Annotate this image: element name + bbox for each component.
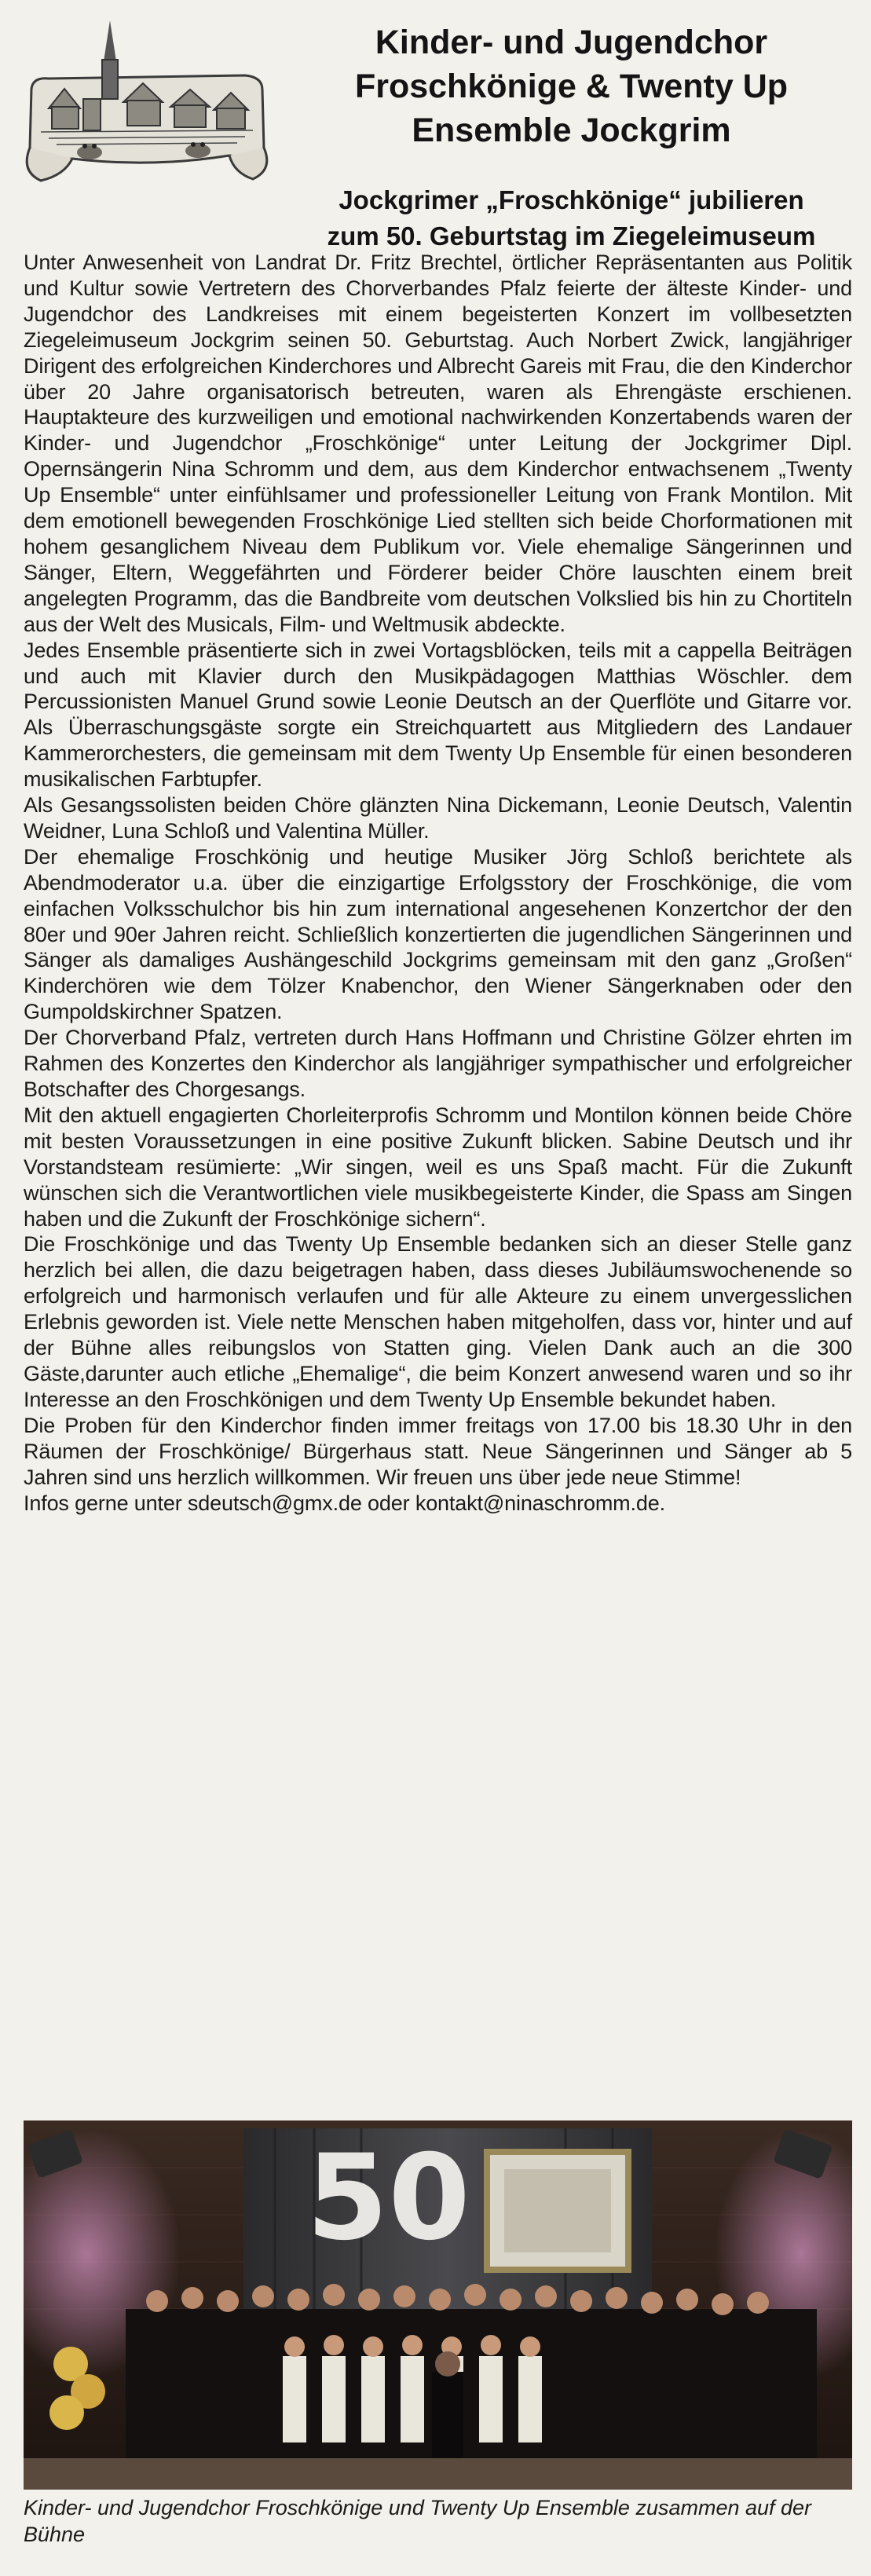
article-paragraph: Infos gerne unter sdeutsch@gmx.de oder kontakt@ninaschromm.de.	[24, 1491, 665, 1515]
subheadline-line: Jockgrimer „Froschkönige“ jubilieren	[339, 185, 804, 214]
article-paragraph: Der ehemalige Froschkönig und heutige Musiker Jörg Schloß berichtete als Abendmoderator u.a. über die einzigartige Erfolgsstory der Froschkönige, die vom einfachen Volksschulchor bis hin zum international angesehenen Konzertchor der den 80er und 90er Jahren reicht. Schließlich konzertierten die jugendlichen Sängerinnen und Sänger als damaliges Aushängeschild Jockgrims gemeinsam mit den ganz „Großen“ Kinderchören wie dem Tölzer Knabenchor, den Wiener Sängerknaben oder den Gumpoldskirchner Spatzen.	[24, 844, 852, 1024]
concert-photo	[24, 2120, 852, 2490]
banner-number: 50	[306, 2130, 470, 2267]
article-paragraph: Mit den aktuell engagierten Chorleiterprofis Schromm und Montilon können beide Chöre mit besten Voraussetzungen in eine positive Zukunft blicken. Sabine Deutsch und ihr Vorstandsteam resümierte: „Wir singen, weil es uns Spaß macht. Für die Zukunft wünschen sich die Verantwortlichen viele musikbegeisterte Kinder, die Spass am Singen haben und die Zukunft der Froschkönige sichern“.	[24, 1103, 852, 1231]
choir-stage-photo	[24, 2120, 852, 2490]
article-paragraph: Als Gesangssolisten beiden Chöre glänzten Nina Dickemann, Leonie Deutsch, Valentin Weidner, Luna Schloß und Valentina Müller.	[24, 793, 852, 843]
article-paragraph: Die Proben für den Kinderchor finden immer freitags von 17.00 bis 18.30 Uhr in den Räumen der Froschkönige/ Bürgerhaus statt. Neue Sängerinnen und Sänger ab 5 Jahren sind uns herzlich willkommen. Wir freuen uns über jede neue Stimme!	[24, 1413, 852, 1489]
headline-line: Froschkönige & Twenty Up	[354, 68, 789, 105]
headline-line: Ensemble Jockgrim	[412, 112, 731, 149]
subheadline-line: zum 50. Geburtstag im Ziegeleimuseum	[327, 221, 816, 251]
subheadline	[283, 182, 860, 254]
article-paragraph: Unter Anwesenheit von Landrat Dr. Fritz Brechtel, örtlicher Repräsentanten aus Politik und Kultur sowie Vertretern des Chorverbandes Pfalz feierte der älteste Kinder- und Jugendchor des Landkreises mit einem begeisterten Konzert im vollbesetzten Ziegeleimuseum Jockgrim seinen 50. Geburtstag. Auch Norbert Zwick, langjähriger Dirigent des erfolgreichen Kinderchores und Albrecht Gareis mit Frau, die den Kinderchor über 20 Jahre organisatorisch betreuten, waren als Ehrengäste erschienen. Hauptakteure des kurzweiligen und emotional nachwirkenden Konzertabends waren der Kinder- und Jugendchor „Froschkönige“ unter Leitung der Jockgrimer Dipl. Opernsängerin Nina Schromm und dem, aus dem Kinderchor entwachsenem „Twenty Up Ensemble“ unter einfühlsamer und professioneller Leitung von Frank Montilon. Mit dem emotionell bewegenden Froschkönige Lied stellten sich beide Chorformationen mit hohem gesanglichem Niveau dem Publikum vor. Viele ehemalige Sängerinnen und Sänger, Eltern, Weggefährten und Förderer beider Chöre lauschten einem breit angelegten Programm, das die Bandbreite vom deutschen Volkslied bis hin zu Chortiteln aus der Welt des Musicals, Film- und Weltmusik abdeckte.	[24, 251, 852, 636]
article-paragraph: Der Chorverband Pfalz, vertreten durch Hans Hoffmann und Christine Gölzer ehrten im Rahmen des Konzertes den Kinderchor als langjähriger sympathischer und erfolgreicher Botschafter des Chorgesangs.	[24, 1026, 852, 1101]
choir-logo	[17, 14, 276, 195]
town-sketch-logo	[17, 14, 276, 195]
article-paragraph: Jedes Ensemble präsentierte sich in zwei Vortagsblöcken, teils mit a cappella Beiträgen und auch mit Klavier durch den Musikpädagogen Matthias Wöschler. dem Percussionisten Manuel Grund sowie Leonie Deutsch an der Querflöte und Gitarre vor. Als Überraschungsgäste sorgte ein Streichquartett aus Mitgliedern des Landauer Kammerorchesters, die gemeinsam mit dem Twenty Up Ensemble für einen besonderen musikalischen Farbtupfer.	[24, 638, 852, 792]
headline-line: Kinder- und Jugendchor	[375, 24, 768, 61]
headline	[291, 20, 852, 152]
article-paragraph: Die Froschkönige und das Twenty Up Ensemble bedanken sich an dieser Stelle ganz herzlich bei allen, die dazu beigetragen haben, dass dieses Jubiläumswochenende so erfolgreich und harmonisch verlaufen und für alle Akteure zu einem unvergesslichen Erlebnis geworden ist. Viele nette Menschen haben mitgeholfen, dass vor, hinter und auf der Bühne alles reibungslos von Statten ging. Vielen Dank auch an die 300 Gäste,darunter auch etliche „Ehemalige“, die beim Konzert anwesend waren und so ihr Interesse an den Froschkönigen und dem Twenty Up Ensemble bekundet haben.	[24, 1232, 852, 1411]
photo-caption: Kinder- und Jugendchor Froschkönige und Twenty Up Ensemble zusammen auf der Bühne	[24, 2496, 812, 2546]
article-body	[24, 250, 852, 1516]
